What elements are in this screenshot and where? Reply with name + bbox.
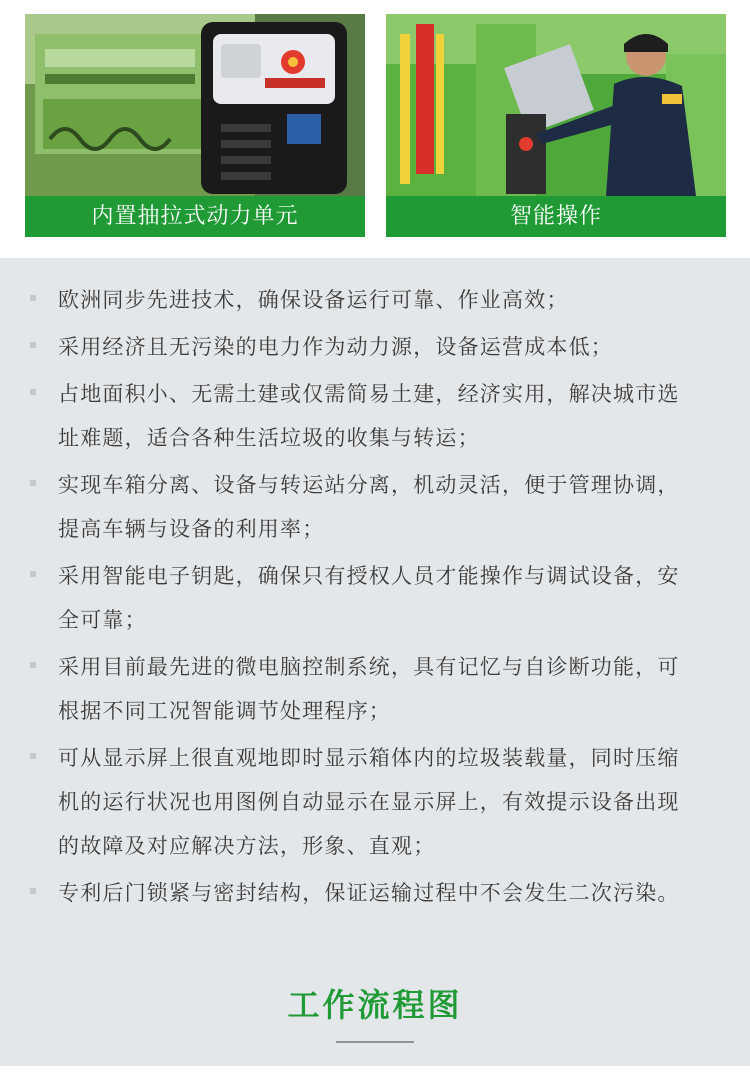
photo-card-power-unit	[25, 14, 365, 237]
list-item	[0, 325, 750, 369]
list-item	[0, 871, 750, 915]
bullet-icon	[30, 389, 36, 395]
bullet-icon	[30, 662, 36, 668]
list-item	[0, 736, 750, 868]
feature-text: 专利后门锁紧与密封结构，保证运输过程中不会发生二次污染。	[58, 881, 680, 905]
list-item	[0, 645, 750, 733]
feature-text: 采用目前最先进的微电脑控制系统，具有记忆与自诊断功能，可根据不同工况智能调节处理程序；	[58, 655, 680, 723]
smart-operation-caption: 智能操作	[386, 196, 726, 237]
feature-text: 采用智能电子钥匙，确保只有授权人员才能操作与调试设备，安全可靠；	[58, 564, 680, 632]
bullet-icon	[30, 753, 36, 759]
list-item	[0, 463, 750, 551]
smart-operation-photo	[386, 14, 726, 196]
bullet-icon	[30, 571, 36, 577]
bottom-strip	[0, 1066, 750, 1076]
feature-text: 实现车箱分离、设备与转运站分离，机动灵活，便于管理协调，提高车辆与设备的利用率；	[58, 473, 680, 541]
bullet-icon	[30, 888, 36, 894]
title-underline	[336, 1041, 414, 1043]
feature-text: 占地面积小、无需土建或仅需简易土建，经济实用，解决城市选址难题，适合各种生活垃圾的收集与转运；	[58, 382, 680, 450]
feature-list	[0, 278, 750, 918]
list-item	[0, 554, 750, 642]
feature-text: 可从显示屏上很直观地即时显示箱体内的垃圾装载量，同时压缩机的运行状况也用图例自动显示在显示屏上，有效提示设备出现的故障及对应解决方法，形象、直观；	[58, 746, 680, 858]
list-item	[0, 278, 750, 322]
bullet-icon	[30, 480, 36, 486]
bullet-icon	[30, 342, 36, 348]
photo-section	[0, 0, 750, 258]
photo-card-smart-operation	[386, 14, 726, 237]
power-unit-photo	[25, 14, 365, 196]
features-panel	[0, 258, 750, 1066]
feature-text: 采用经济且无污染的电力作为动力源，设备运营成本低；	[58, 335, 613, 359]
list-item	[0, 372, 750, 460]
feature-text: 欧洲同步先进技术，确保设备运行可靠、作业高效；	[58, 288, 569, 312]
power-unit-caption: 内置抽拉式动力单元	[25, 196, 365, 237]
section-title: 工作流程图	[287, 986, 463, 1024]
bullet-icon	[30, 295, 36, 301]
